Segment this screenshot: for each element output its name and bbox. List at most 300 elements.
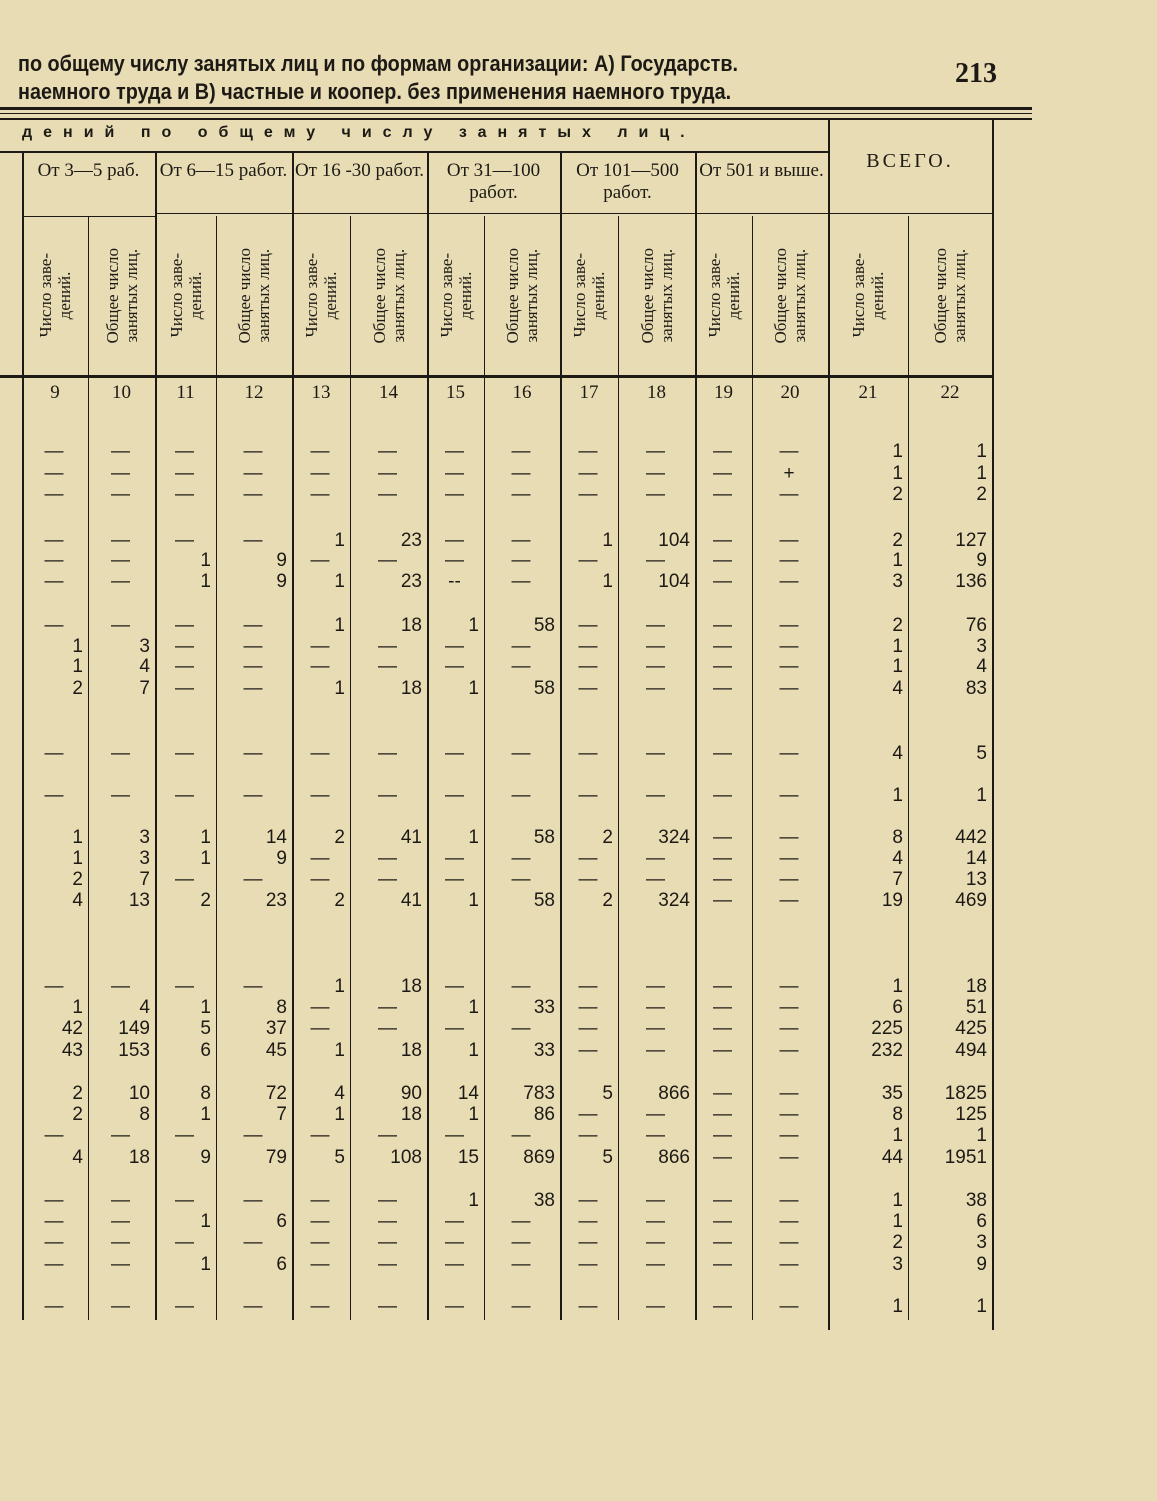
- table-cell: 18: [400, 1040, 422, 1061]
- table-cell: —: [378, 1296, 397, 1317]
- column-number: 21: [858, 382, 878, 403]
- table-cell: —: [646, 656, 665, 677]
- table-cell: 4: [976, 656, 987, 677]
- table-cell: —: [713, 1232, 732, 1253]
- table-cell: —: [713, 785, 732, 806]
- table-cell: —: [713, 484, 732, 505]
- table-cell: 5: [602, 1083, 613, 1104]
- column-subheader-text: Общее число занятых лиц.: [235, 247, 273, 344]
- table-cell: —: [445, 1211, 464, 1232]
- table-cell: —: [646, 1211, 665, 1232]
- table-cell: —: [578, 1104, 598, 1125]
- table-cell: —: [378, 463, 397, 484]
- table-cell: 58: [533, 890, 555, 911]
- table-cell: —: [713, 743, 732, 764]
- table-cell: —: [713, 463, 732, 484]
- table-cell: 1: [602, 530, 613, 551]
- group-header: От 16 -30 работ.: [294, 160, 425, 181]
- table-cell: 7: [139, 869, 150, 890]
- table-cell: —: [578, 785, 598, 806]
- table-cell: —: [310, 441, 330, 462]
- table-cell: —: [243, 1190, 263, 1211]
- table-cell: 1: [602, 571, 613, 592]
- table-cell: 1: [72, 656, 83, 677]
- table-cell: —: [310, 785, 330, 806]
- table-cell: 8: [139, 1104, 150, 1125]
- table-cell: —: [779, 615, 799, 636]
- table-cell: 4: [334, 1083, 345, 1104]
- table-cell: —: [511, 1018, 531, 1039]
- table-cell: —: [175, 743, 194, 764]
- table-cell: 18: [400, 1104, 422, 1125]
- table-cell: —: [646, 1296, 665, 1317]
- table-cell: —: [175, 678, 194, 699]
- table-cell: —: [175, 656, 194, 677]
- table-cell: —: [713, 530, 732, 551]
- table-cell: 1: [468, 1040, 479, 1061]
- group-header: От 31—100 работ.: [446, 160, 541, 203]
- table-cell: —: [646, 1125, 665, 1146]
- table-cell: 1: [334, 571, 345, 592]
- table-cell: —: [713, 441, 732, 462]
- table-cell: —: [111, 1232, 130, 1253]
- table-cell: —: [445, 743, 464, 764]
- table-cell: —: [378, 1125, 397, 1146]
- table-cell: —: [44, 615, 64, 636]
- table-cell: 4: [72, 1147, 83, 1168]
- table-cell: —: [445, 441, 464, 462]
- table-cell: 9: [200, 1147, 211, 1168]
- table-cell: —: [646, 1104, 665, 1125]
- column-subheader-text: Число заве- дений.: [704, 253, 743, 338]
- table-cell: 1: [468, 1190, 479, 1211]
- table-cell: 1825: [944, 1083, 987, 1104]
- table-cell: —: [713, 1040, 732, 1061]
- column-divider-major: [992, 120, 994, 1330]
- column-subheader-text: Число заве- дений.: [849, 253, 887, 338]
- group-header: От 101—500 работ.: [576, 160, 679, 203]
- table-cell: 4: [139, 656, 150, 677]
- table-cell: —: [111, 615, 130, 636]
- table-cell: —: [445, 530, 464, 551]
- table-cell: —: [44, 441, 64, 462]
- table-cell: —: [713, 1147, 732, 1168]
- header-rule: [0, 107, 1032, 110]
- table-cell: 9: [276, 848, 287, 869]
- table-cell: —: [646, 636, 665, 657]
- table-cell: —: [578, 484, 598, 505]
- table-cell: 9: [976, 550, 987, 571]
- table-cell: —: [578, 997, 598, 1018]
- table-cell: —: [779, 1296, 799, 1317]
- table-cell: —: [445, 1254, 464, 1275]
- table-cell: 1: [200, 997, 211, 1018]
- table-cell: 2: [72, 869, 83, 890]
- table-cell: —: [511, 1125, 531, 1146]
- rule-under-subheaders: [0, 375, 992, 378]
- table-cell: —: [445, 463, 464, 484]
- page-heading: [18, 50, 765, 106]
- table-cell: 1: [72, 848, 83, 869]
- table-cell: —: [779, 441, 799, 462]
- table-cell: —: [646, 550, 665, 571]
- table-cell: —: [445, 785, 464, 806]
- column-subheader: [216, 218, 292, 373]
- table-cell: 35: [881, 1083, 903, 1104]
- table-cell: —: [713, 1104, 732, 1125]
- table-cell: —: [713, 678, 732, 699]
- table-cell: —: [578, 848, 598, 869]
- rule-under-groups: [155, 213, 695, 214]
- table-cell: —: [175, 530, 194, 551]
- table-cell: 1: [334, 678, 345, 699]
- table-cell: 1: [334, 1040, 345, 1061]
- table-cell: 1: [468, 997, 479, 1018]
- table-cell: —: [243, 463, 263, 484]
- table-cell: 13: [965, 869, 987, 890]
- table-cell: —: [713, 550, 732, 571]
- table-cell: 58: [533, 615, 555, 636]
- table-cell: —: [779, 550, 799, 571]
- table-cell: 15: [457, 1147, 479, 1168]
- table-cell: 33: [533, 997, 555, 1018]
- table-cell: —: [378, 997, 397, 1018]
- table-cell: 23: [400, 571, 422, 592]
- table-cell: —: [779, 571, 799, 592]
- table-cell: 324: [658, 890, 690, 911]
- table-cell: —: [378, 848, 397, 869]
- table-cell: 149: [118, 1018, 150, 1039]
- table-cell: 4: [892, 848, 903, 869]
- table-cell: —: [713, 615, 732, 636]
- table-cell: 1: [892, 1211, 903, 1232]
- table-cell: 9: [276, 550, 287, 571]
- table-cell: 1: [334, 1104, 345, 1125]
- table-cell: 1: [892, 441, 903, 462]
- table-cell: 38: [533, 1190, 555, 1211]
- page-number: 213: [955, 58, 997, 89]
- table-cell: 41: [400, 827, 422, 848]
- table-cell: 125: [955, 1104, 987, 1125]
- group-header: От 6—15 работ.: [159, 160, 288, 181]
- table-cell: 72: [265, 1083, 287, 1104]
- table-cell: 2: [72, 678, 83, 699]
- table-cell: 6: [892, 997, 903, 1018]
- column-subheader-text: Общее число занятых лиц.: [637, 247, 676, 344]
- table-cell: —: [310, 484, 330, 505]
- table-cell: 58: [533, 827, 555, 848]
- table-top-rule: [0, 118, 1032, 120]
- table-cell: 1: [892, 463, 903, 484]
- table-cell: —: [445, 550, 464, 571]
- table-cell: —: [511, 1254, 531, 1275]
- table-cell: 2: [976, 484, 987, 505]
- table-cell: 58: [533, 678, 555, 699]
- table-cell: —: [646, 997, 665, 1018]
- table-cell: —: [713, 976, 732, 997]
- table-cell: —: [779, 1104, 799, 1125]
- table-cell: —: [511, 441, 531, 462]
- table-cell: —: [646, 615, 665, 636]
- rule-under-groups-b: [695, 213, 992, 214]
- table-cell: —: [713, 636, 732, 657]
- heading-line-2: наемного труда и В) частные и коопер. без применения наемного труда.: [18, 79, 732, 104]
- table-cell: 18: [400, 615, 422, 636]
- table-cell: —: [713, 1296, 732, 1317]
- table-cell: —: [713, 1018, 732, 1039]
- table-cell: —: [779, 1254, 799, 1275]
- table-cell: —: [310, 848, 330, 869]
- column-subheader: [155, 218, 216, 373]
- table-cell: —: [511, 869, 531, 890]
- table-cell: —: [578, 976, 598, 997]
- table-cell: 1: [892, 550, 903, 571]
- table-cell: 1: [892, 976, 903, 997]
- table-cell: —: [175, 636, 194, 657]
- table-cell: 1: [200, 1211, 211, 1232]
- table-cell: —: [378, 484, 397, 505]
- table-cell: 14: [965, 848, 987, 869]
- table-cell: 51: [965, 997, 987, 1018]
- table-cell: —: [646, 1254, 665, 1275]
- column-number: 11: [176, 382, 195, 403]
- table-cell: —: [511, 484, 531, 505]
- table-cell: —: [310, 1018, 330, 1039]
- column-number: 14: [379, 382, 398, 403]
- table-cell: 1: [72, 636, 83, 657]
- table-cell: 2: [602, 890, 613, 911]
- table-cell: —: [243, 441, 263, 462]
- group-header: ВСЕГО.: [866, 150, 954, 172]
- table-cell: 1: [334, 530, 345, 551]
- table-cell: 1: [976, 785, 987, 806]
- table-cell: —: [511, 1211, 531, 1232]
- table-cell: 23: [400, 530, 422, 551]
- table-cell: —: [243, 484, 263, 505]
- table-cell: —: [175, 1125, 194, 1146]
- table-cell: —: [445, 869, 464, 890]
- column-subheader-text: Число заве- дений.: [436, 253, 475, 338]
- table-cell: —: [243, 1232, 263, 1253]
- heading-line-1: по общему числу занятых лиц и по формам организации: А) Государств.: [18, 51, 738, 76]
- table-cell: —: [713, 656, 732, 677]
- table-cell: —: [646, 1232, 665, 1253]
- table-cell: 1: [892, 656, 903, 677]
- table-cell: —: [445, 976, 464, 997]
- table-cell: 86: [533, 1104, 555, 1125]
- table-cell: 41: [400, 890, 422, 911]
- table-cell: —: [779, 1040, 799, 1061]
- table-cell: —: [175, 441, 194, 462]
- table-cell: 5: [334, 1147, 345, 1168]
- table-cell: 866: [658, 1083, 690, 1104]
- table-cell: —: [779, 1083, 799, 1104]
- table-cell: —: [713, 571, 732, 592]
- table-cell: —: [310, 463, 330, 484]
- table-cell: 442: [955, 827, 987, 848]
- table-cell: —: [779, 890, 799, 911]
- table-cell: —: [111, 1190, 130, 1211]
- table-cell: —: [243, 976, 263, 997]
- table-cell: —: [646, 678, 665, 699]
- table-cell: —: [310, 550, 330, 571]
- table-cell: 8: [276, 997, 287, 1018]
- table-cell: 136: [955, 571, 987, 592]
- table-cell: —: [44, 1254, 64, 1275]
- table-cell: —: [378, 1018, 397, 1039]
- table-cell: —: [511, 656, 531, 677]
- table-cell: —: [378, 785, 397, 806]
- table-cell: —: [646, 848, 665, 869]
- table-cell: 5: [200, 1018, 211, 1039]
- table-cell: 9: [976, 1254, 987, 1275]
- table-cell: —: [779, 997, 799, 1018]
- table-cell: —: [578, 1232, 598, 1253]
- table-cell: —: [243, 1296, 263, 1317]
- column-subheader: [908, 218, 992, 373]
- table-cell: —: [243, 530, 263, 551]
- table-cell: 1: [200, 827, 211, 848]
- table-cell: —: [779, 636, 799, 657]
- table-cell: —: [44, 1296, 64, 1317]
- table-cell: 425: [955, 1018, 987, 1039]
- table-cell: —: [111, 463, 130, 484]
- table-cell: —: [175, 463, 194, 484]
- table-cell: —: [779, 827, 799, 848]
- table-cell: —: [511, 571, 531, 592]
- table-cell: 1: [468, 827, 479, 848]
- table-cell: —: [44, 743, 64, 764]
- table-cell: —: [779, 530, 799, 551]
- table-cell: —: [511, 530, 531, 551]
- column-subheader-text: Общее число занятых лиц.: [102, 247, 141, 344]
- table-cell: 2: [334, 890, 345, 911]
- table-cell: —: [713, 1190, 732, 1211]
- table-cell: —: [310, 1232, 330, 1253]
- table-cell: —: [578, 1190, 598, 1211]
- table-cell: —: [445, 1296, 464, 1317]
- table-cell: 3: [139, 636, 150, 657]
- table-cell: —: [713, 1211, 732, 1232]
- table-cell: —: [713, 890, 732, 911]
- table-cell: 8: [200, 1083, 211, 1104]
- table-cell: —: [378, 1254, 397, 1275]
- table-cell: 8: [892, 1104, 903, 1125]
- table-cell: 8: [892, 827, 903, 848]
- column-subheader: [828, 218, 908, 373]
- table-cell: 5: [976, 743, 987, 764]
- table-cell: —: [111, 441, 130, 462]
- table-cell: 6: [976, 1211, 987, 1232]
- table-cell: —: [779, 743, 799, 764]
- table-cell: —: [44, 1190, 64, 1211]
- table-cell: 13: [128, 890, 150, 911]
- table-cell: —: [111, 785, 130, 806]
- table-cell: —: [310, 1190, 330, 1211]
- column-subheader: [292, 218, 350, 373]
- table-cell: —: [779, 785, 799, 806]
- table-cell: 83: [965, 678, 987, 699]
- table-cell: —: [310, 1296, 330, 1317]
- table-cell: —: [44, 976, 64, 997]
- table-cell: —: [44, 1125, 64, 1146]
- table-cell: —: [779, 848, 799, 869]
- table-cell: 90: [400, 1083, 422, 1104]
- table-cell: —: [310, 997, 330, 1018]
- table-cell: —: [646, 441, 665, 462]
- table-cell: 469: [955, 890, 987, 911]
- rule-under-title: [0, 151, 828, 153]
- column-subheader-text: Общее число занятых лиц.: [369, 247, 408, 344]
- table-cell: —: [111, 571, 130, 592]
- table-cell: —: [111, 1125, 130, 1146]
- table-cell: 14: [265, 827, 287, 848]
- table-cell: 10: [128, 1083, 150, 1104]
- table-cell: 3: [139, 827, 150, 848]
- table-cell: 127: [955, 530, 987, 551]
- table-cell: —: [578, 615, 598, 636]
- table-cell: 866: [658, 1147, 690, 1168]
- table-cell: —: [111, 550, 130, 571]
- table-cell: —: [243, 743, 263, 764]
- table-cell: —: [175, 869, 194, 890]
- table-cell: 18: [400, 678, 422, 699]
- column-subheader-text: Число заве- дений.: [166, 253, 205, 338]
- table-cell: —: [646, 976, 665, 997]
- table-cell: —: [44, 463, 64, 484]
- table-cell: —: [578, 550, 598, 571]
- table-cell: —: [44, 1232, 64, 1253]
- table-cell: —: [111, 1254, 130, 1275]
- table-cell: 2: [200, 890, 211, 911]
- table-cell: —: [243, 1125, 263, 1146]
- table-cell: —: [578, 678, 598, 699]
- column-subheader: [427, 218, 484, 373]
- table-cell: —: [243, 869, 263, 890]
- column-number: 19: [714, 382, 733, 403]
- table-cell: —: [445, 1232, 464, 1253]
- table-cell: —: [511, 976, 531, 997]
- table-cell: —: [445, 656, 464, 677]
- table-cell: 232: [871, 1040, 903, 1061]
- table-cell: 7: [139, 678, 150, 699]
- table-cell: 494: [955, 1040, 987, 1061]
- table-cell: 44: [881, 1147, 903, 1168]
- table-cell: 2: [892, 530, 903, 551]
- table-cell: 3: [139, 848, 150, 869]
- table-cell: 1: [892, 1296, 903, 1317]
- group-header: От 3—5 раб.: [37, 160, 140, 181]
- column-subheader: [350, 218, 427, 373]
- table-cell: —: [511, 636, 531, 657]
- table-cell: 1: [334, 615, 345, 636]
- table-cell: —: [243, 678, 263, 699]
- table-cell: —: [378, 743, 397, 764]
- spanning-title: дений по общему числу занятых лиц.: [22, 124, 696, 141]
- column-subheader: [484, 218, 560, 373]
- table-cell: 43: [61, 1040, 83, 1061]
- table-cell: —: [44, 550, 64, 571]
- table-cell: —: [578, 656, 598, 677]
- table-cell: 1: [200, 1254, 211, 1275]
- column-number: 15: [446, 382, 465, 403]
- table-cell: --: [448, 571, 461, 592]
- table-cell: 7: [892, 869, 903, 890]
- table-cell: 6: [276, 1254, 287, 1275]
- table-cell: —: [646, 1040, 665, 1061]
- table-cell: —: [578, 1211, 598, 1232]
- table-cell: —: [445, 1125, 464, 1146]
